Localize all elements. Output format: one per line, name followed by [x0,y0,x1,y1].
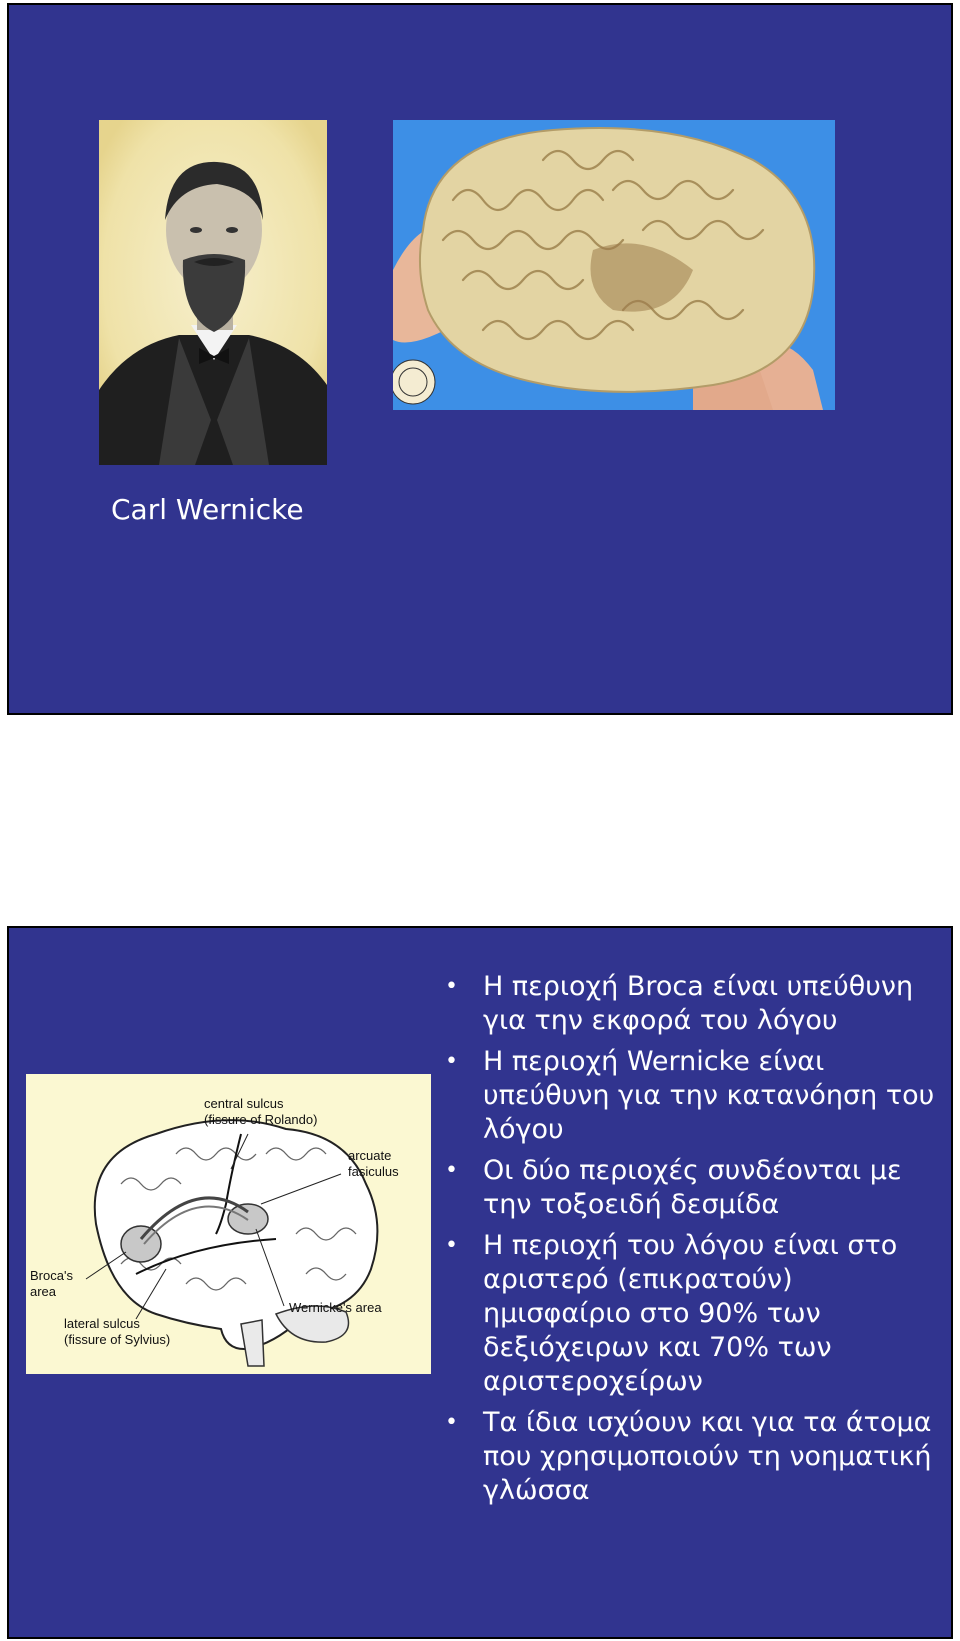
bullet-dot-icon: • [445,1158,458,1183]
bullet-dot-icon: • [445,1233,458,1258]
bullet-item [439,1406,939,1508]
bullet-text: Οι δύο περιοχές συνδέονται με την τοξοειδή δεσμίδα [483,1155,902,1220]
label-central-sulcus: central sulcus [204,1096,284,1111]
label-fasiculus: fasiculus [348,1164,399,1179]
label-wernickes-area: Wernicke's area [289,1300,382,1315]
bullet-list [439,970,939,1515]
label-fissure-of-rolando: (fissure of Rolando) [204,1112,318,1127]
slide-language-areas [7,926,953,1639]
label-lateral-sulcus: lateral sulcus [64,1316,140,1331]
label-fissure-of-sylvius: (fissure of Sylvius) [64,1332,171,1347]
bullet-text: Η περιοχή Broca είναι υπεύθυνη για την εκφορά του λόγου [483,971,914,1036]
bullet-item [439,970,939,1038]
bullet-item [439,1154,939,1222]
carl-wernicke-portrait-image [99,120,327,465]
label-brocas: Broca's [30,1268,73,1283]
bullet-text: Η περιοχή του λόγου είναι στο αριστερό (επικρατούν) ημισφαίριο στο 90% των δεξιόχειρων και 70% των αριστεροχείρων [483,1230,898,1397]
label-arcuate: arcuate [348,1148,392,1163]
brain-language-areas-diagram [26,1074,431,1374]
brain-specimen-photo [393,120,835,410]
bullet-dot-icon: • [445,974,458,999]
label-area: area [30,1284,57,1299]
bullet-dot-icon: • [445,1049,458,1074]
bullet-text: Η περιοχή Wernicke είναι υπεύθυνη για την κατανόηση του λόγου [483,1046,935,1145]
bullet-item [439,1045,939,1147]
bullet-text: Τα ίδια ισχύουν και για τα άτομα που χρησιμοποιούν τη νοηματική γλώσσα [483,1407,932,1506]
bullet-dot-icon: • [445,1410,458,1435]
slide-wernicke-portrait [7,3,953,715]
portrait-caption: Carl Wernicke [111,493,304,526]
bullet-item [439,1229,939,1399]
